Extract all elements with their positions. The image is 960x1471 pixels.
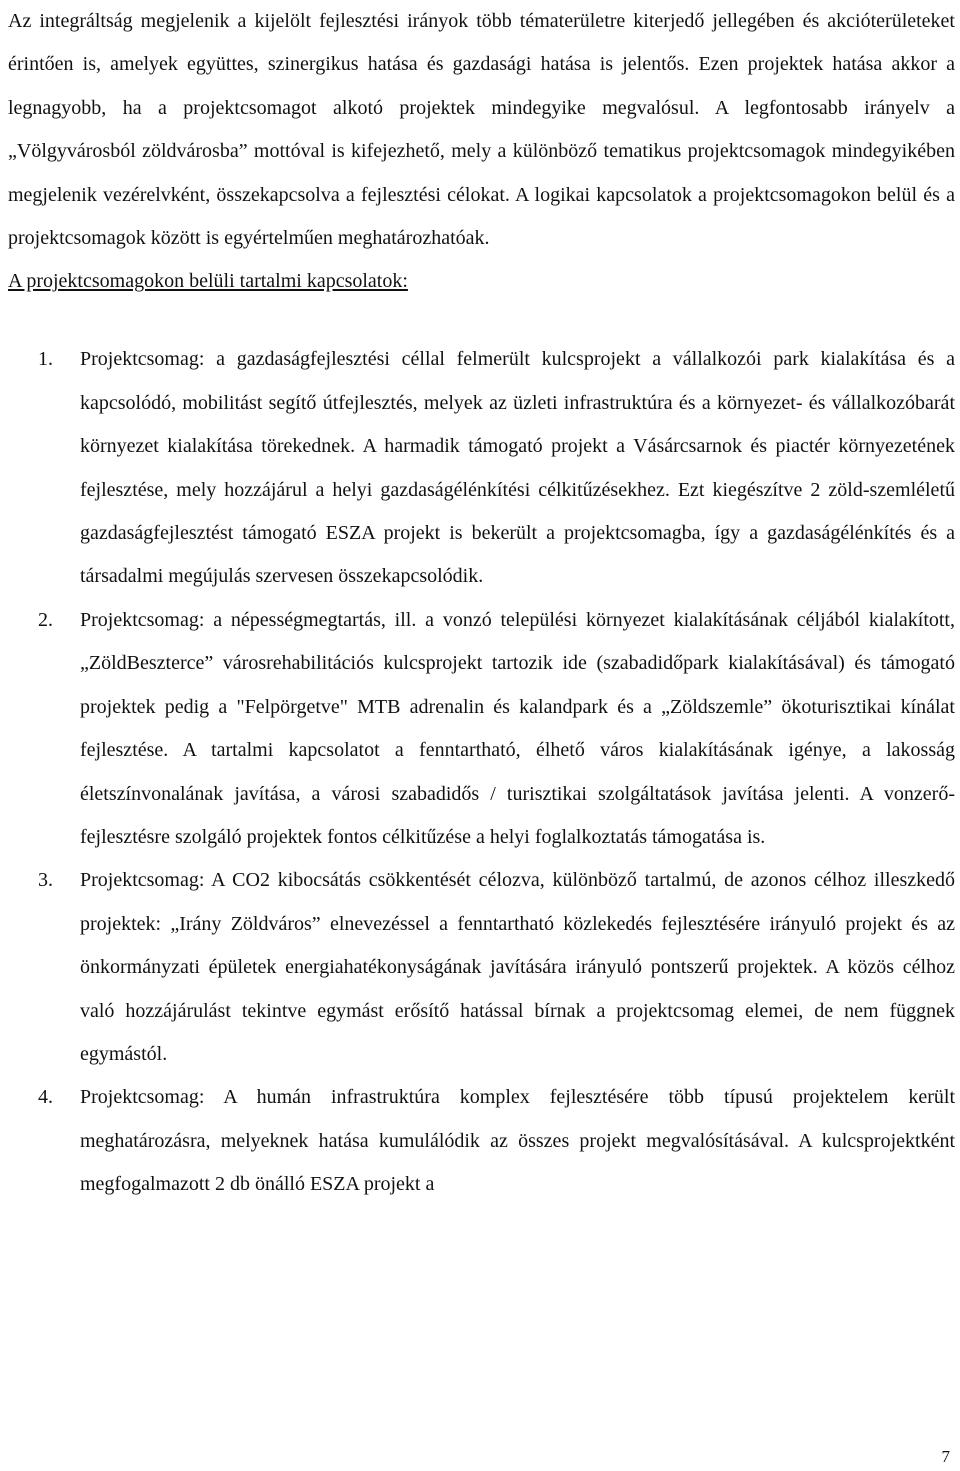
list-item-number: 1. xyxy=(38,348,53,371)
section-heading xyxy=(8,260,955,303)
list-item-text: Projektcsomag: A CO2 kibocsátás csökkentését célozva, különböző tartalmú, de azonos célhoz illeszkedő projektek: „Irány Zöldváros” elnevezéssel a fenntartható közlekedés fejlesztésére irányuló projekt és az önkormányzati épületek energiahatékonyságának javítására irányuló pontszerű projektek. A közös célhoz való hozzájárulást tekintve egymást erősítő hatással bírnak a projektcsomag elemei, de nem függnek egymástól. xyxy=(80,869,955,1065)
list-item-number: 4. xyxy=(38,1086,53,1109)
page-number: 7 xyxy=(941,1447,950,1466)
document-page xyxy=(8,0,955,1207)
list-item-text: Projektcsomag: a gazdaságfejlesztési céllal felmerült kulcsprojekt a vállalkozói park kialakítása és a kapcsolódó, mobilitást segítő útfejlesztés, melyek az üzleti infrastruktúra és a környezet- és vállalkozóbarát környezet kialakítása törekednek. A harmadik támogató projekt a Vásárcsarnok és piactér környezetének fejlesztése, mely hozzájárul a helyi gazdaságélénkítési célkitűzésekhez. Ezt kiegészítve 2 zöld-szemléletű gazdaságfejlesztést támogató ESZA projekt is bekerült a projektcsomagba, így a gazdaságélénkítés és a társadalmi megújulás szervesen összekapcsolódik. xyxy=(80,348,955,588)
list-item-number: 2. xyxy=(38,608,53,631)
section-heading-wrapper xyxy=(8,260,955,317)
section-heading-text: A projektcsomagokon belüli tartalmi kapcsolatok: xyxy=(8,270,408,293)
list-item xyxy=(8,338,955,598)
intro-paragraph: Az integráltság megjelenik a kijelölt fejlesztési irányok több tématerületre kiterjedő jellegében és akcióterületeket érintően is, amelyek együttes, szinergikus hatása és gazdasági hatása is jelentős. Ezen projektek hatása akkor a legnagyobb, ha a projektcsomagot alkotó projektek mindegyike megvalósul. A legfontosabb irányelv a „Völgyvárosból zöldvárosba” mottóval is kifejezhető, mely a különböző tematikus projektcsomagok mindegyikében megjelenik vezérelvként, összekapcsolva a fejlesztési célokat. A logikai kapcsolatok a projektcsomagokon belül és a projektcsomagok között is egyértelműen meghatározhatóak. xyxy=(8,10,955,250)
project-package-list xyxy=(8,338,955,1206)
list-item-number: 3. xyxy=(38,869,53,892)
list-item-text: Projektcsomag: a népességmegtartás, ill. a vonzó települési környezet kialakításának céljából kialakított, „ZöldBeszterce” városrehabilitációs kulcsprojekt tartozik ide (szabadidőpark kialakításával) és támogató projektek pedig a "Felpörgetve" MTB adrenalin és kalandpark és a „Zöldszemle” ökoturisztikai kínálat fejlesztése. A tartalmi kapcsolatot a fenntartható, élhető város kialakításának igénye, a lakosság életszínvonalának javítása, a városi szabadidős / turisztikai szolgáltatások javítása jelenti. A vonzerő-fejlesztésre szolgáló projektek fontos célkitűzése a helyi foglalkoztatás támogatása is. xyxy=(80,608,955,848)
list-item xyxy=(8,859,955,1076)
list-item-text: Projektcsomag: A humán infrastruktúra komplex fejlesztésére több típusú projektelem került meghatározásra, melyeknek hatása kumulálódik az összes projekt megvalósításával. A kulcsprojektként megfogalmazott 2 db önálló ESZA projekt a xyxy=(80,1086,955,1196)
list-item xyxy=(8,1076,955,1206)
list-item xyxy=(8,599,955,859)
